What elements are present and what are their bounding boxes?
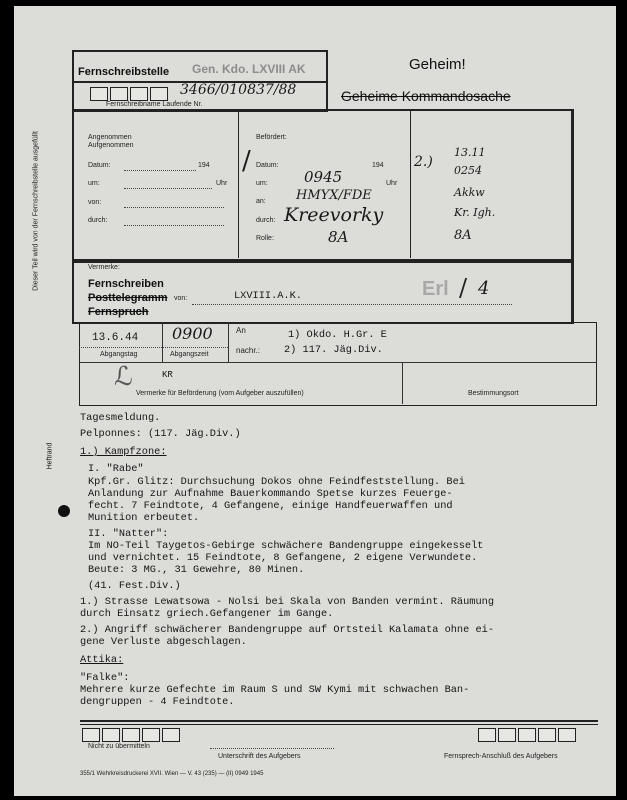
body-line: Pelponnes: (117. Jäg.Div.) [80, 428, 241, 440]
durch-label-left: durch: [88, 217, 108, 224]
uhr-label-right: Uhr [386, 180, 398, 187]
unterschrift-line [210, 748, 334, 749]
received-divider [238, 110, 239, 258]
laufende-nr-value: 3466/010837/88 [180, 82, 297, 98]
footer-cell-5 [162, 728, 180, 742]
printer-imprint: 355/1 Wehrkreisdruckerei XVII. Wien — V. 43 (235) — (II) 0949 1945 [80, 771, 264, 777]
footer-cell-8 [518, 728, 536, 742]
footer-rule-1 [80, 720, 598, 722]
dispatch-time-label: Abgangszeit [170, 351, 209, 358]
nr-cell-2 [110, 87, 128, 101]
footer-cell-1 [82, 728, 100, 742]
nr-cell-1 [90, 87, 108, 101]
type-fernschreiben: Fernschreiben [88, 278, 164, 290]
type-von-value: LXVIII.A.K. [234, 290, 302, 302]
body-line: Beute: 3 MG., 31 Gewehre, 80 Minen. [88, 564, 305, 576]
durch-label-right: durch: [256, 217, 276, 224]
dispatch-an-value: 1) Okdo. H.Gr. E [288, 329, 387, 341]
type-von-label: von: [174, 295, 188, 302]
body-line: Im NO-Teil Taygetos-Gebirge schwächere Bandengruppe eingekesselt [88, 540, 484, 552]
body-line: Anlandung zur Aufnahme Bauerkommando Spetse kurzes Feuerge- [88, 488, 453, 500]
type-postelegramm: Posttelegramm [88, 292, 168, 304]
fernschreibstelle-label: Fernschreibstelle [78, 66, 170, 78]
dispatch-an-label: An [236, 326, 246, 335]
right-note-name: Kr. Igh. [454, 206, 496, 219]
vermerke-label: Vermerke: [88, 264, 120, 271]
body-line: gene Verluste abgeschlagen. [80, 636, 247, 648]
body-line: Mehrere kurze Gefechte im Raum S und SW Kymi mit schwachen Ban- [80, 684, 470, 696]
um-line-left [124, 188, 212, 189]
bestimmungsort-label: Bestimmungsort [468, 390, 519, 397]
befordert-label: Befördert: [256, 134, 287, 141]
unterschrift-label: Unterschrift des Aufgebers [218, 753, 301, 760]
dispatch-date-label: Abgangstag [100, 351, 138, 358]
telegram-form [14, 6, 616, 796]
nr-cell-3 [130, 87, 148, 101]
rolle-value-right: 8A [328, 228, 349, 246]
erl-tick: 4 [478, 278, 490, 299]
von-line [192, 304, 512, 305]
message-body [80, 408, 600, 720]
footer-cell-7 [498, 728, 516, 742]
body-line: (41. Fest.Div.) [88, 580, 181, 592]
forwarded-divider [410, 110, 411, 258]
dispatch-time: 0900 [172, 324, 213, 343]
kr-scribble: ℒ [114, 362, 133, 392]
laufende-nr-label: Fernschreibname Laufende Nr. [106, 101, 203, 108]
an-value-right: HMYX/FDE [296, 188, 372, 203]
erl-stamp: Erl [422, 278, 449, 300]
aufgenommen-label: Aufgenommen [88, 142, 134, 149]
right-note-time: 0254 [454, 164, 482, 177]
body-line: I. "Rabe" [88, 463, 144, 475]
von-label-left: von: [88, 199, 102, 206]
header-stamp: Gen. Kdo. LXVIII AK [192, 62, 306, 76]
nr-cell-4 [150, 87, 168, 101]
dispatch-div-2 [228, 322, 229, 362]
heftrand-text: Heftrand [46, 442, 54, 470]
heftrand [44, 436, 56, 476]
received-frame [72, 109, 574, 263]
durch-value-right: Kreevorky [284, 204, 384, 226]
forwarded-tick: / [242, 146, 251, 176]
datum-label-right: Datum: [256, 162, 279, 169]
dispatch-div-1 [162, 322, 163, 362]
punch-hole [58, 505, 70, 517]
body-line: fecht. 7 Feindtote, 4 Gefangene, einige Handfeuerwaffen und [88, 500, 453, 512]
footer-cell-6 [478, 728, 496, 742]
body-line: Attika: [80, 654, 124, 666]
body-line: Tagesmeldung. [80, 412, 161, 424]
durch-line-left [124, 225, 224, 226]
footer-cell-9 [538, 728, 556, 742]
body-line: II. "Natter": [88, 528, 169, 540]
right-note-station: Akkw [454, 186, 485, 199]
erl-mark: / [459, 274, 468, 302]
side-note [30, 96, 42, 326]
fernsprech-label: Fernsprech-Anschluß des Aufgebers [444, 753, 558, 760]
footer-cell-3 [122, 728, 140, 742]
year-label-left: 194 [198, 162, 210, 169]
dispatch-divider [79, 362, 597, 363]
body-line: 2.) Angriff schwächerer Bandengruppe auf Ortsteil Kalamata ohne ei- [80, 624, 495, 636]
date-time-line [79, 347, 228, 348]
body-line: 1.) Strasse Lewatsowa - Nolsi bei Skala von Banden vermint. Räumung [80, 596, 495, 608]
an-label-right: an: [256, 198, 266, 205]
body-line: 1.) Kampfzone: [80, 446, 167, 458]
um-label-left: um: [88, 180, 100, 187]
datum-label-left: Datum: [88, 162, 111, 169]
um-label-right: um: [256, 180, 268, 187]
right-note-marker: 2.) [414, 154, 433, 170]
um-value-right: 0945 [304, 168, 343, 186]
body-line: Kpf.Gr. Glitz: Durchsuchung Dokos ohne Feindfeststellung. Bei [88, 476, 465, 488]
footer-cell-2 [102, 728, 120, 742]
body-line: durch Einsatz griech.Gefangener im Gange. [80, 608, 334, 620]
rolle-label-right: Rolle: [256, 235, 274, 242]
von-line-left [124, 207, 224, 208]
footer-cell-4 [142, 728, 160, 742]
dispatch-nachr-value: 2) 117. Jäg.Div. [284, 344, 383, 356]
side-note-text: Dieser Teil wird von der Fernschreibstelle ausgefüllt [32, 131, 40, 291]
right-note-roll: 8A [454, 228, 472, 243]
nicht-zu-uebermitteln: Nicht zu übermitteln [88, 743, 150, 750]
body-line: "Falke": [80, 672, 130, 684]
geheim-label: Geheim! [409, 56, 466, 73]
geheime-kommandosache: Geheime Kommandosache [341, 88, 511, 104]
dispatch-date: 13.6.44 [92, 332, 139, 344]
dispatch-nachr-label: nachr.: [236, 346, 261, 355]
dispatch-kr-mark: KR [162, 370, 173, 380]
footer-rule-2 [80, 724, 598, 725]
year-label-right: 194 [372, 162, 384, 169]
angenommen-label: Angenommen [88, 134, 132, 141]
bestimmungsort-div [402, 362, 403, 404]
footer-cell-10 [558, 728, 576, 742]
right-note-date: 13.11 [454, 146, 486, 159]
uhr-label-left: Uhr [216, 180, 228, 187]
datum-line-left [124, 170, 196, 171]
body-line: dengruppen - 4 Feindtote. [80, 696, 235, 708]
body-line: Munition erbeutet. [88, 512, 200, 524]
dispatch-vermerke-label: Vermerke für Beförderung (vom Aufgeber auszufüllen) [136, 390, 304, 397]
type-fernspruch: Fernspruch [88, 306, 149, 318]
body-line: und vernichtet. 15 Feindtote, 8 Gefangene, 2 eigene Verwundete. [88, 552, 478, 564]
